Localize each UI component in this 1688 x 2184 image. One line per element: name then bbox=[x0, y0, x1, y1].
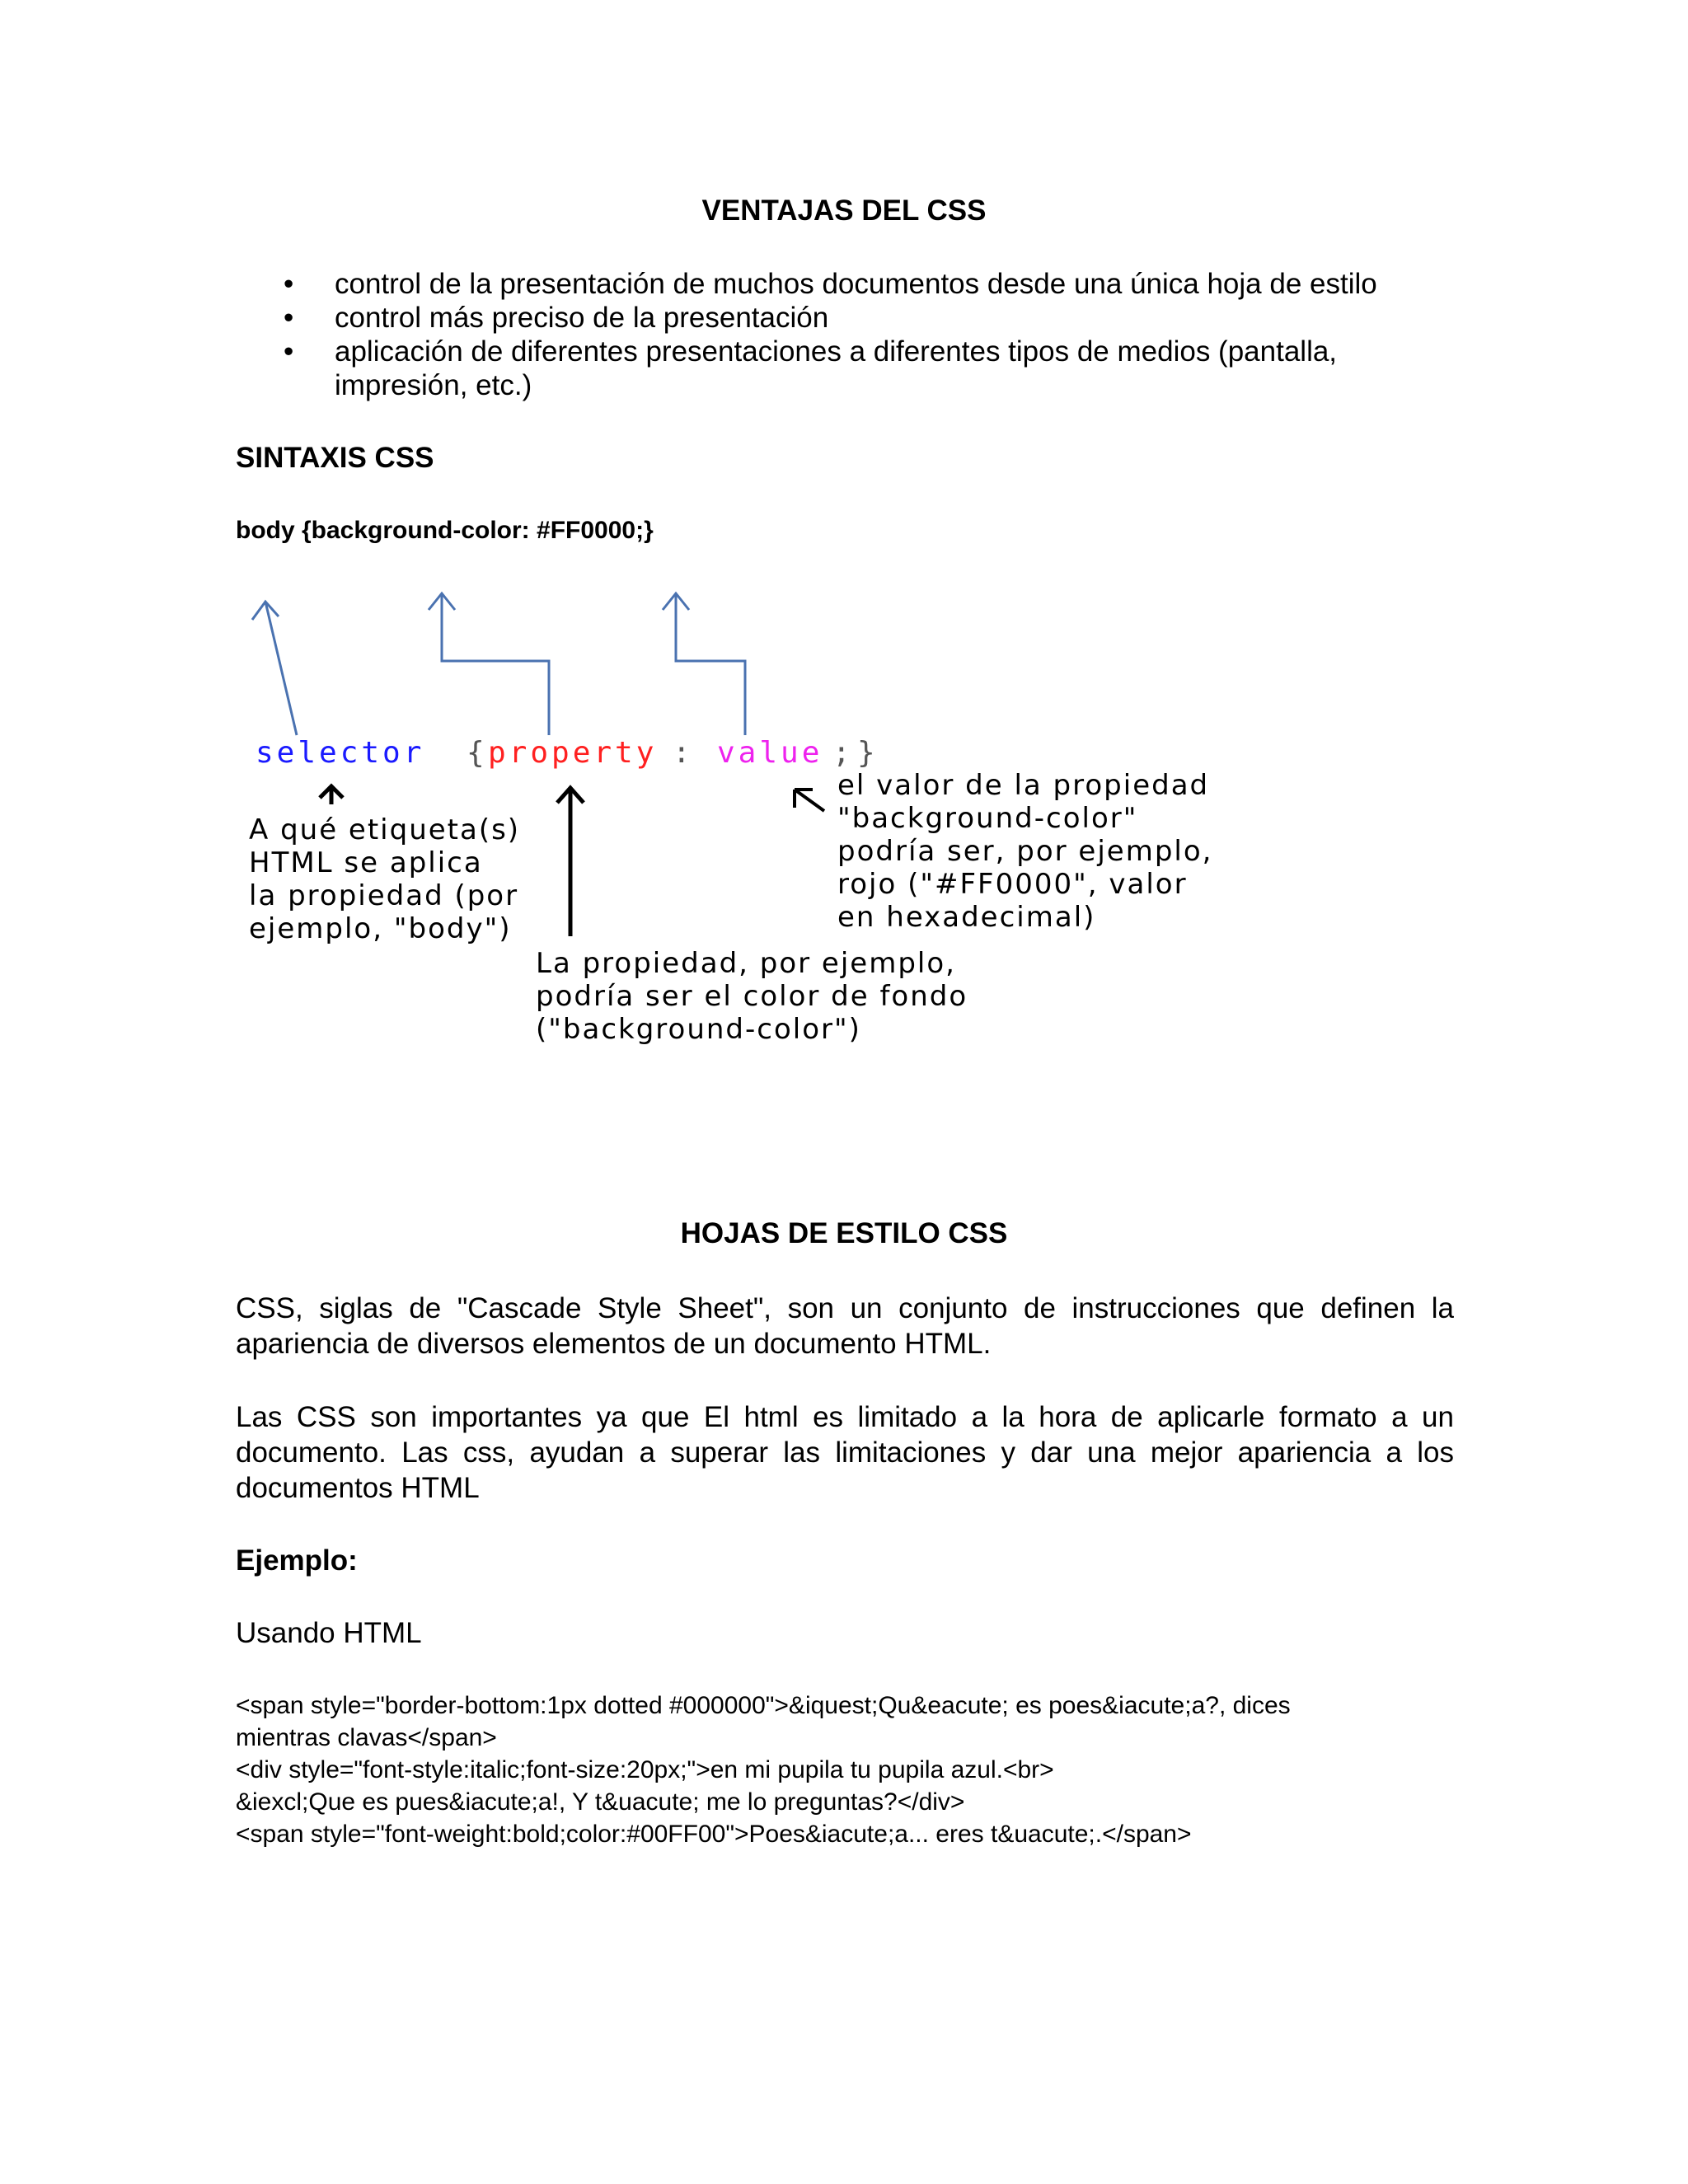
value-note-line: podría ser, por ejemplo, bbox=[837, 835, 1213, 868]
value-note-arrow bbox=[795, 790, 824, 811]
token-property: property bbox=[488, 736, 658, 770]
svg-text:el valor de la propiedad " bbox=[837, 769, 1223, 934]
hojas-title: HOJAS DE ESTILO CSS bbox=[680, 1217, 1008, 1249]
property-note-line: La propiedad, por ejemplo, bbox=[536, 947, 956, 980]
property-note-arrow bbox=[557, 788, 584, 936]
svg-text:A qué etiqueta(s) HTML se bbox=[249, 813, 531, 945]
html-code-example bbox=[236, 1690, 1472, 1850]
sintaxis-title: SINTAXIS CSS bbox=[236, 442, 434, 474]
bullet-icon: • bbox=[284, 335, 294, 368]
value-note-line: en hexadecimal) bbox=[837, 901, 1096, 934]
value-note-line: el valor de la propiedad bbox=[837, 769, 1210, 802]
token-close-brace: } bbox=[857, 736, 879, 770]
hojas-paragraph-1: CSS, siglas de "Cascade Style Sheet", son un conjunto de instrucciones que definen la apariencia de diversos elementos de un documento HTML. bbox=[236, 1292, 1454, 1360]
list-item-text: control de la presentación de muchos documentos desde una única hoja de estilo bbox=[335, 268, 1377, 300]
bullet-icon: • bbox=[284, 302, 294, 334]
ejemplo-label: Ejemplo: bbox=[236, 1544, 358, 1577]
svg-text:selector { property bbox=[256, 736, 879, 770]
code-line: &iexcl;Que es pues&iacute;a!, Y t&uacute; me lo preguntas?</div> bbox=[236, 1788, 965, 1816]
ventajas-title: VENTAJAS DEL CSS bbox=[701, 194, 987, 227]
code-line: mientras clavas</span> bbox=[236, 1724, 497, 1751]
value-note-line: "background-color" bbox=[837, 802, 1138, 835]
property-note-line: podría ser el color de fondo bbox=[536, 980, 968, 1013]
token-colon: : bbox=[673, 736, 694, 770]
selector-note-line: A qué etiqueta(s) bbox=[249, 813, 521, 846]
code-line: <span style="border-bottom:1px dotted #000000">&iquest;Qu&eacute; es poes&iacute;a?, dices bbox=[236, 1692, 1291, 1719]
property-note-line: ("background-color") bbox=[536, 1013, 861, 1046]
list-item-text: control más preciso de la presentación bbox=[335, 302, 829, 334]
value-note-line: rojo ("#FF0000", valor bbox=[837, 868, 1188, 901]
selector-arrow bbox=[252, 602, 297, 735]
pointer-arrows bbox=[252, 593, 745, 735]
token-selector: selector bbox=[256, 736, 425, 770]
bullet-icon: • bbox=[284, 268, 294, 300]
hojas-paragraph-2: Las CSS son importantes ya que El html es limitado a la hora de aplicarle formato a un documento. Las css, ayudan a superar las limitaciones y dar una mejor apariencia a los documentos HTML bbox=[236, 1401, 1454, 1504]
token-value: value bbox=[717, 736, 823, 770]
sintaxis-example: body {background-color: #FF0000;} bbox=[236, 517, 654, 544]
code-line: <span style="font-weight:bold;color:#00FF00">Poes&iacute;a... eres t&uacute;.</span> bbox=[236, 1821, 1192, 1848]
selector-note-line: la propiedad (por bbox=[249, 879, 519, 912]
token-open-brace: { bbox=[467, 736, 488, 770]
property-arrow bbox=[429, 593, 549, 735]
list-item-text: aplicación de diferentes presentaciones a diferentes tipos de medios (pantalla, impresión, etc.) bbox=[335, 335, 1338, 401]
usando-html-label: Usando HTML bbox=[236, 1617, 422, 1649]
selector-note-arrow bbox=[320, 786, 343, 804]
code-line: <div style="font-style:italic;font-size:20px;">en mi pupila tu pupila azul.<br> bbox=[236, 1756, 1054, 1783]
selector-note-line: ejemplo, "body") bbox=[249, 912, 512, 945]
svg-text:La propiedad, por ejemplo, bbox=[536, 947, 978, 1046]
token-semicolon: ; bbox=[832, 736, 854, 770]
selector-note-line: HTML se aplica bbox=[249, 846, 483, 879]
value-arrow bbox=[663, 593, 745, 735]
